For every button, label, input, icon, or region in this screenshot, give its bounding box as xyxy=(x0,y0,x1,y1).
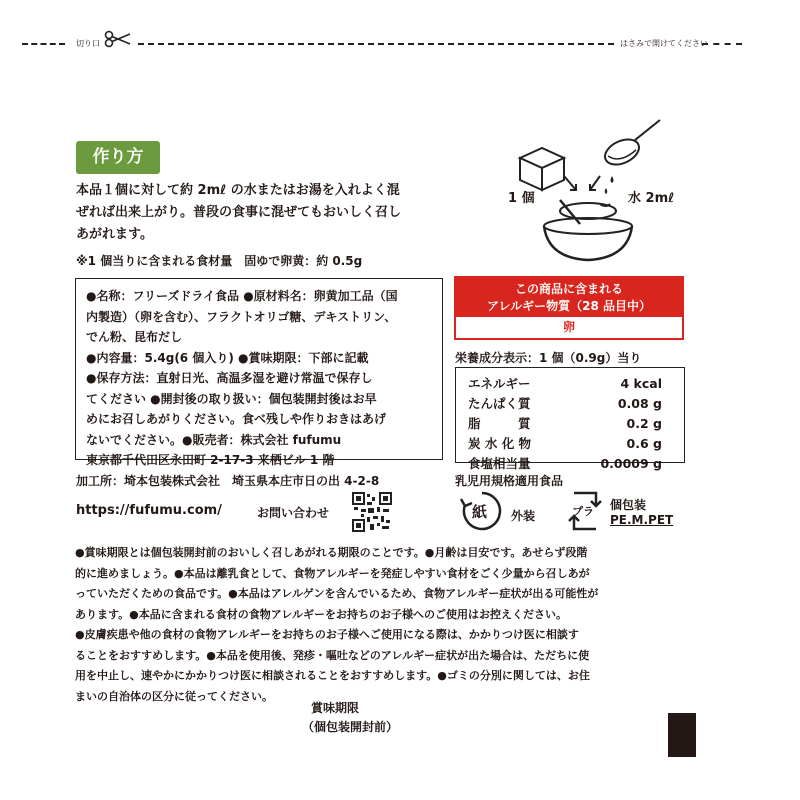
ingredient-note: ※1 個当りに含まれる食材量 固ゆで卵黄：約 0.5g xyxy=(76,254,363,268)
caution-line: ●皮膚疾患や他の食材の食物アレルギーをお持ちのお子様へご使用になる際は、かかりつけ医に相談す xyxy=(75,628,579,641)
arrow-icon xyxy=(564,176,600,190)
color-swatch xyxy=(668,713,696,757)
howto-text xyxy=(76,180,476,246)
caution-line: 的に進めましょう。●本品は離乳食として、食物アレルギーを発症しやすい食材をごく少量から召しあが xyxy=(75,566,590,580)
infant-food-standard: 乳児用規格適用食品 xyxy=(455,474,564,488)
caution-line: ●賞味期限とは個包装開封前のおいしく召しあがれる期限のことです。●月齢は目安です。あせらず段階 xyxy=(75,546,588,559)
nutrition-value: 0.0009 g xyxy=(600,456,662,471)
outer-package-label: 外装 xyxy=(511,509,536,523)
nutrition-value: 0.08 g xyxy=(617,396,662,411)
nutrition-row xyxy=(468,414,662,434)
info-line: 内製造）（卵を含む）、フラクトオリゴ糖、デキストリン、 xyxy=(86,309,397,324)
nutrition-label: たんぱく質 xyxy=(468,396,531,411)
paper-mark-text: 紙 xyxy=(472,503,488,521)
package-materials: PE.M.PET xyxy=(610,513,674,527)
info-line: ●保存方法：直射日光、高温多湿を避け常温で保存し xyxy=(86,371,373,385)
info-line: ●内容量：5.4g(6 個入り) ●賞味期限：下部に記載 xyxy=(86,350,369,365)
nutrition-row xyxy=(468,434,662,454)
nutrition-row xyxy=(468,394,662,414)
allergy-item: 卵 xyxy=(562,320,575,334)
nutrition-label: 食塩相当量 xyxy=(468,456,531,471)
nutrition-value: 0.6 g xyxy=(626,436,662,451)
website-url[interactable]: https://fufumu.com/ xyxy=(76,503,222,518)
info-line: でん粉、昆布だし xyxy=(86,330,183,344)
howto-line: あがれます。 xyxy=(76,227,153,242)
caution-line: まいの自治体の区分に従ってください。 xyxy=(75,689,273,703)
nutrition-label: エネルギー xyxy=(468,376,531,391)
allergy-header xyxy=(456,278,682,317)
cube-label: 1 個 xyxy=(508,191,535,206)
expiry-label: 賞味期限 xyxy=(311,701,360,715)
info-line: てください ●開封後の取り扱い：個包装開封後はお早 xyxy=(86,391,377,406)
cut-label: 切り口 xyxy=(76,39,100,48)
expiry-sublabel: （個包装開封前） xyxy=(302,720,399,734)
cautions-text xyxy=(75,543,725,707)
water-label: 水 2mℓ xyxy=(628,191,675,206)
open-instruction: はさみで開けてください xyxy=(620,39,708,48)
allergy-subtitle: アレルギー物質（28 品目中） xyxy=(486,299,652,313)
nutrition-value: 0.2 g xyxy=(626,416,662,431)
inquiry-label: お問い合わせ xyxy=(257,506,330,520)
allergy-box xyxy=(454,276,684,340)
scissors-icon xyxy=(104,30,132,52)
nutrition-title: 栄養成分表示：1 個（0.9g）当り xyxy=(455,351,642,365)
nutrition-row xyxy=(468,374,662,394)
info-line: 東京都千代田区永田町 2-17-3 来栖ビル 1 階 xyxy=(86,453,335,467)
cut-line-right xyxy=(702,43,742,45)
info-line: ●名称：フリーズドライ食品 ●原材料名：卵黄加工品（国 xyxy=(86,289,398,303)
nutrition-label: 炭 水 化 物 xyxy=(468,436,532,451)
water-drops-icon xyxy=(605,176,614,194)
howto-line: ぜれば出来上がり。普段の食事に混ぜてもおいしく召し xyxy=(76,205,402,220)
inner-package-label: 個包装 xyxy=(610,498,647,512)
qr-code-icon[interactable] xyxy=(352,492,392,532)
cut-line-middle xyxy=(138,43,614,45)
caution-line: っていただくための食品です。●本品はアレルゲンを含んでいるため、食物アレルギー症状が出る可能性が xyxy=(75,587,599,600)
nutrition-value: 4 kcal xyxy=(620,376,662,391)
plastic-mark-text: プラ xyxy=(572,505,594,518)
caution-line: 用を中止し、速やかにかかりつけ医に相談されることをおすすめします。●ゴミの分別に関しては、お住 xyxy=(75,669,590,682)
bowl-icon xyxy=(544,200,632,260)
howto-line: 本品１個に対して約 2mℓ の水またはお湯を入れよく混 xyxy=(76,183,400,198)
allergy-title: この商品に含まれる xyxy=(514,282,623,296)
scissors-icon-graphic xyxy=(104,30,132,48)
caution-line: あります。●本品に含まれる食材の食物アレルギーをお持ちのお子様へのご使用はお控えください。 xyxy=(75,607,567,621)
product-info-box xyxy=(75,278,443,467)
info-line: めにお召しあがりください。食べ残しや作りおきはあげ xyxy=(86,412,387,426)
cube-icon xyxy=(520,148,564,190)
cut-line-left xyxy=(22,43,65,45)
info-line: ないでください。●販売者：株式会社 fufumu xyxy=(86,432,342,447)
howto-badge: 作り方 xyxy=(76,141,160,174)
plastic-recycle-mark xyxy=(566,489,604,533)
nutrition-label: 脂 質 xyxy=(468,416,531,431)
caution-line: ることをおすすめします。●本品を使用後、発疹・嘔吐などのアレルギー症状が出た場合は、ただちに使 xyxy=(75,648,590,662)
nutrition-table xyxy=(455,367,685,471)
nutrition-row xyxy=(468,454,662,474)
spoon-icon xyxy=(601,120,660,170)
manufacturer-info: 加工所：埼本包装株式会社 埼玉県本庄市日の出 4-2-8 xyxy=(76,474,380,488)
paper-recycle-mark xyxy=(459,490,505,532)
